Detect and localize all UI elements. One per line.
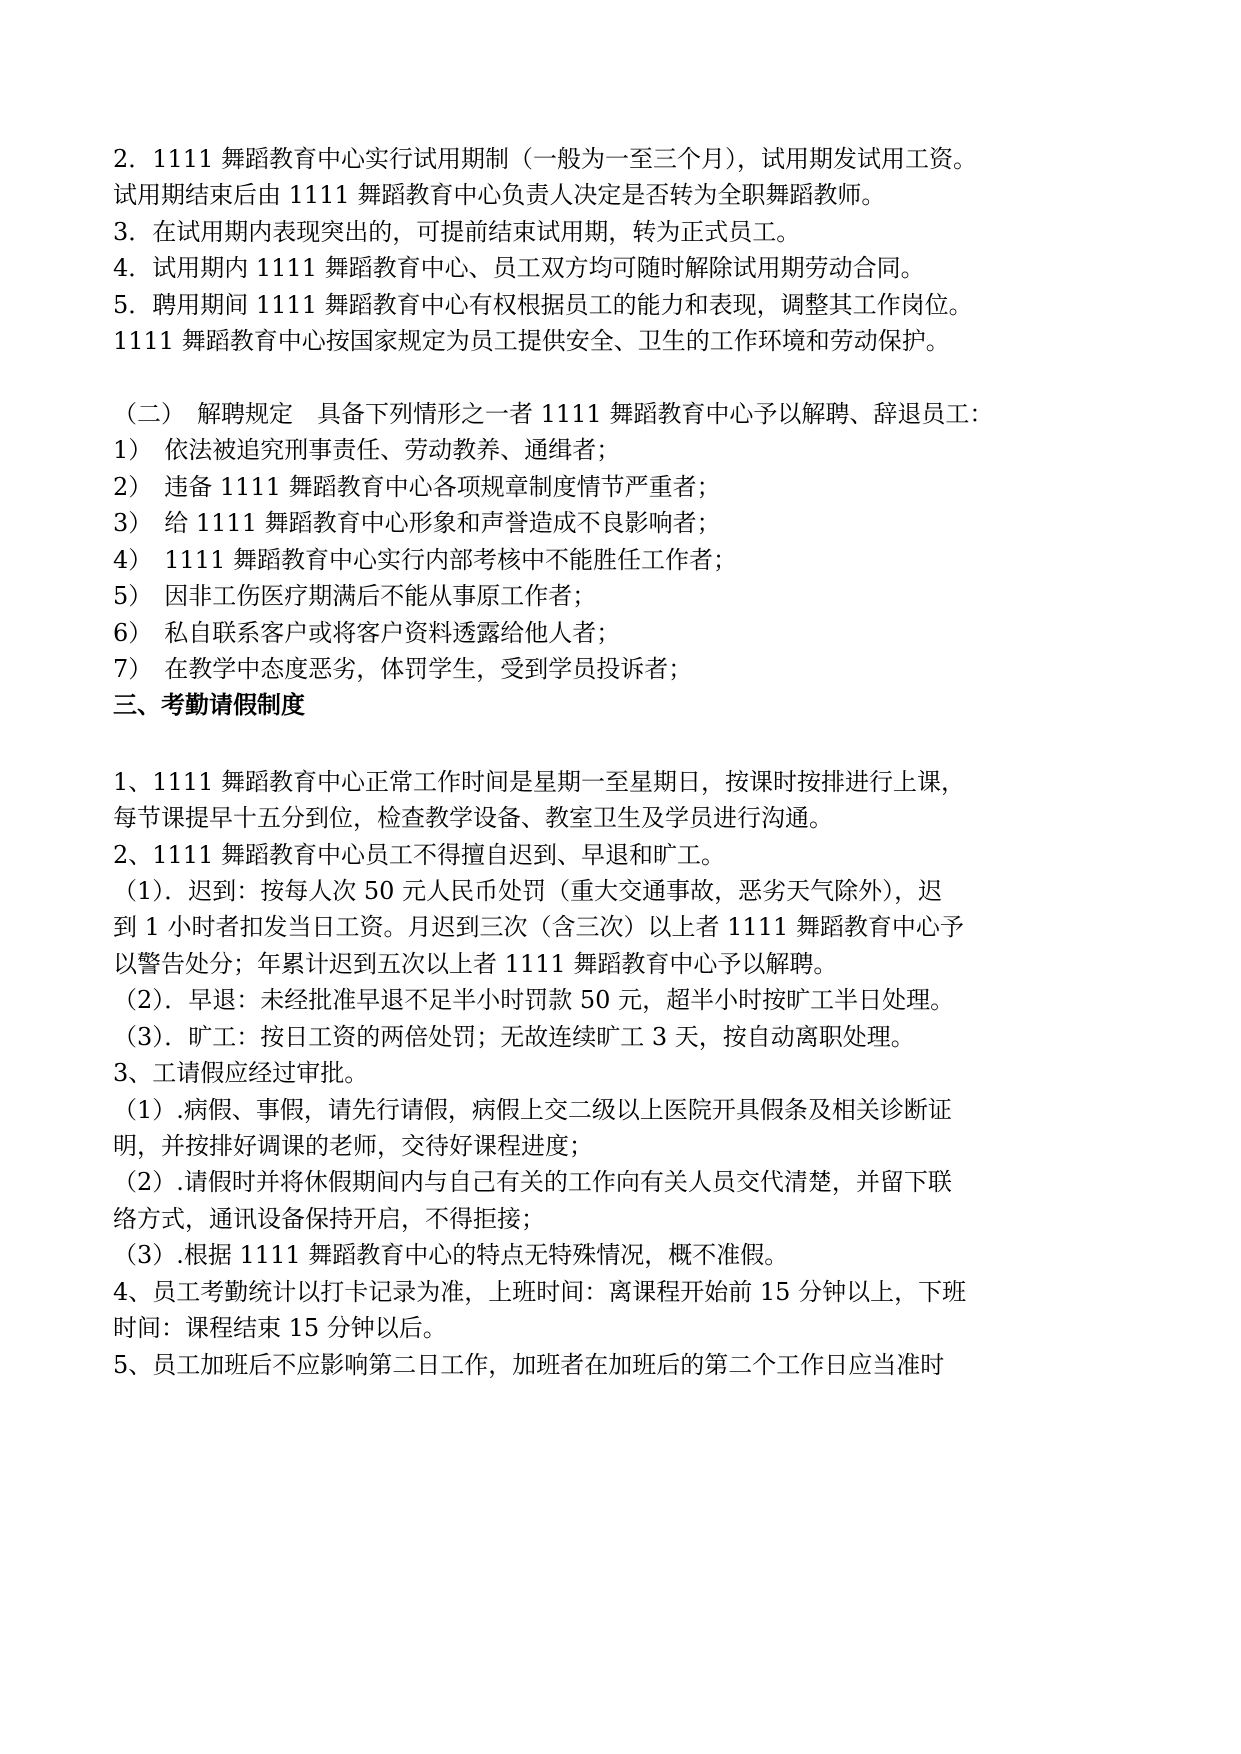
paragraph-line: （1）.病假、事假，请先行请假，病假上交二级以上医院开具假条及相关诊断证 — [113, 1096, 952, 1124]
list-item: 3） 给 1111 舞蹈教育中心形象和声誉造成不良影响者； — [113, 509, 721, 537]
list-item: 4） 1111 舞蹈教育中心实行内部考核中不能胜任工作者； — [113, 546, 737, 574]
paragraph-line: （3）.根据 1111 舞蹈教育中心的特点无特殊情况，概不准假。 — [113, 1241, 789, 1269]
list-item: 7） 在教学中态度恶劣，体罚学生，受到学员投诉者； — [113, 655, 693, 683]
paragraph-line: 5．聘用期间 1111 舞蹈教育中心有权根据员工的能力和表现，调整其工作岗位。 — [113, 291, 973, 319]
paragraph-line: （2）．早退：未经批准早退不足半小时罚款 50 元，超半小时按旷工半日处理。 — [113, 986, 955, 1014]
paragraph-line: （2）.请假时并将休假期间内与自己有关的工作向有关人员交代清楚，并留下联 — [113, 1168, 952, 1196]
paragraph-line: 每节课提早十五分到位，检查教学设备、教室卫生及学员进行沟通。 — [113, 804, 833, 832]
paragraph-line: 5、员工加班后不应影响第二日工作，加班者在加班后的第二个工作日应当准时 — [113, 1351, 945, 1379]
paragraph-line: 明，并按排好调课的老师，交待好课程进度； — [113, 1132, 593, 1160]
paragraph-line: 3、工请假应经过审批。 — [113, 1059, 369, 1087]
paragraph-line: 1、1111 舞蹈教育中心正常工作时间是星期一至星期日，按课时按排进行上课， — [113, 768, 965, 796]
paragraph-line: 2．1111 舞蹈教育中心实行试用期制（一般为一至三个月），试用期发试用工资。 — [113, 145, 977, 173]
paragraph-line: 络方式，通讯设备保持开启，不得拒接； — [113, 1205, 545, 1233]
list-item: 2） 违备 1111 舞蹈教育中心各项规章制度情节严重者； — [113, 473, 721, 501]
section-heading-attendance: 三、考勤请假制度 — [113, 690, 305, 719]
paragraph-line: 4、员工考勤统计以打卡记录为准，上班时间：离课程开始前 15 分钟以上，下班 — [113, 1278, 967, 1306]
list-item: 5） 因非工伤医疗期满后不能从事原工作者； — [113, 582, 597, 610]
paragraph-line: 1111 舞蹈教育中心按国家规定为员工提供安全、卫生的工作环境和劳动保护。 — [113, 327, 950, 355]
paragraph-line: 到 1 小时者扣发当日工资。月迟到三次（含三次）以上者 1111 舞蹈教育中心予 — [113, 913, 964, 941]
paragraph-line: 2、1111 舞蹈教育中心员工不得擅自迟到、早退和旷工。 — [113, 841, 725, 869]
paragraph-line: 试用期结束后由 1111 舞蹈教育中心负责人决定是否转为全职舞蹈教师。 — [113, 181, 886, 209]
list-item: 6） 私自联系客户或将客户资料透露给他人者； — [113, 619, 621, 647]
paragraph-line: 4．试用期内 1111 舞蹈教育中心、员工双方均可随时解除试用期劳动合同。 — [113, 254, 925, 282]
paragraph-line: 以警告处分；年累计迟到五次以上者 1111 舞蹈教育中心予以解聘。 — [113, 950, 838, 978]
list-item: 1） 依法被追究刑事责任、劳动教养、通缉者； — [113, 436, 621, 464]
paragraph-line: 3．在试用期内表现突出的，可提前结束试用期，转为正式员工。 — [113, 218, 801, 246]
section-heading-dismissal: （二） 解聘规定 具备下列情形之一者 1111 舞蹈教育中心予以解聘、辞退员工： — [113, 400, 994, 428]
paragraph-line: （1）．迟到：按每人次 50 元人民币处罚（重大交通事故，恶劣天气除外），迟 — [113, 877, 943, 905]
paragraph-line: （3）．旷工：按日工资的两倍处罚；无故连续旷工 3 天，按自动离职处理。 — [113, 1023, 915, 1051]
paragraph-line: 时间：课程结束 15 分钟以后。 — [113, 1314, 447, 1342]
